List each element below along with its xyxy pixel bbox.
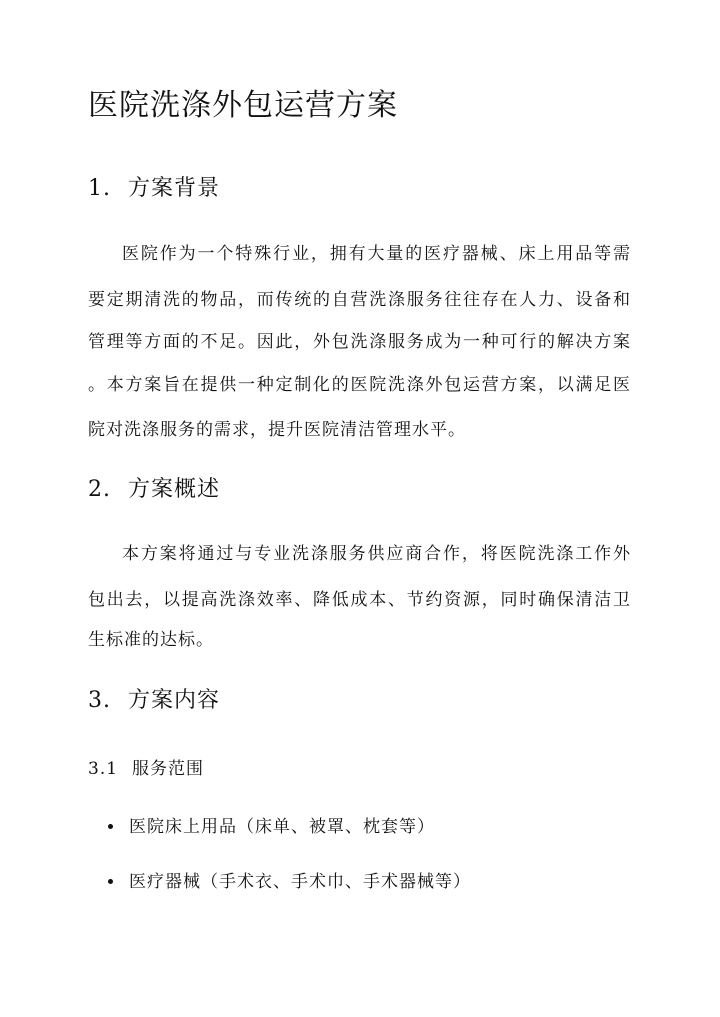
paragraph-line: 本方案将通过与专业洗涤服务供应商合作，将医院洗涤工作外: [122, 544, 630, 564]
paragraph-line: 院对洗涤服务的需求，提升医院清洁管理水平。: [88, 420, 466, 440]
bullet-icon: [108, 824, 113, 829]
paragraph-line: 医院作为一个特殊行业，拥有大量的医疗器械、床上用品等需: [122, 244, 630, 264]
section-heading-3: [88, 686, 220, 716]
section-heading-2: [88, 475, 220, 505]
section-title: 方案概述: [128, 477, 221, 502]
paragraph-line: 要定期清洗的物品，而传统的自营洗涤服务往往存在人力、设备和: [88, 290, 630, 310]
section-number: 2.: [88, 477, 111, 502]
subsection-title: 服务范围: [132, 759, 204, 779]
paragraph-line: 。本方案旨在提供一种定制化的医院洗涤外包运营方案，以满足医: [88, 375, 630, 395]
list-item: [108, 815, 435, 839]
list-item-text: 医院床上用品（床单、被罩、枕套等）: [129, 817, 435, 837]
list-item: [108, 870, 471, 894]
section-title: 方案内容: [128, 688, 221, 713]
bullet-icon: [108, 879, 113, 884]
section-heading-1: [88, 174, 220, 204]
section-number: 1.: [88, 176, 111, 201]
subsection-number: 3.1: [88, 759, 119, 779]
section-title: 方案背景: [128, 176, 221, 201]
paragraph-line: 生标准的达标。: [88, 630, 214, 650]
section-number: 3.: [88, 688, 111, 713]
list-item-text: 医疗器械（手术衣、手术巾、手术器械等）: [129, 872, 471, 892]
subsection-heading-3-1: [88, 757, 204, 781]
paragraph-line: 管理等方面的不足。因此，外包洗涤服务成为一种可行的解决方案: [88, 332, 630, 352]
paragraph-line: 包出去，以提高洗涤效率、降低成本、节约资源，同时确保清洁卫: [88, 590, 630, 610]
page-title: 医院洗涤外包运营方案: [88, 88, 398, 123]
